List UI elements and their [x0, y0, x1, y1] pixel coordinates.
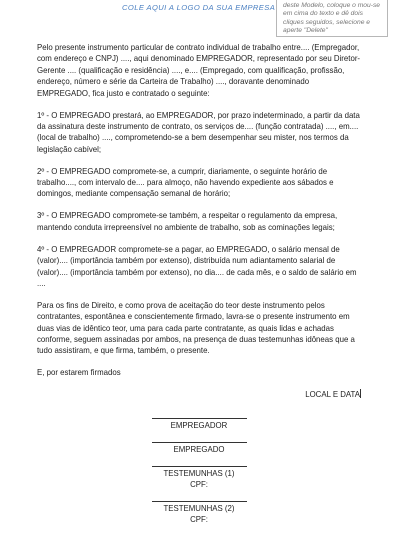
witness-2-cpf: CPF: — [190, 514, 208, 524]
local-date-text: LOCAL E DATA — [305, 390, 360, 400]
paragraph-clause-1: 1º - O EMPREGADO prestará, ao EMPREGADOR, por prazo indeterminado, a partir da data da assinatura deste instrumento de contrato, os serviços de.... (função contratada) ...., em.... (local de trabalho) ...., comprometendo-se a bem desempenhar seu mister, nos termos da legislação cabível; — [37, 110, 360, 154]
signature-line — [152, 501, 247, 502]
signature-line — [152, 442, 247, 443]
paragraph-signed: E, por estarem firmados — [37, 368, 121, 378]
witness-1-cpf: CPF: — [190, 479, 208, 489]
signature-witness-1 — [134, 466, 264, 490]
contract-body — [37, 42, 361, 536]
signature-label-employee: EMPREGADO — [173, 445, 225, 455]
paragraph-closing: Para os fins de Direito, e como prova de aceitação do teor deste instrumento pelos contratantes, espontânea e conscientemente firmado, lavra-se o presente instrumento em duas vias de idêntico teor, uma para cada parte contratante, as quais lidas e achadas conforme, seguem assinadas por ambos, na presença de duas testemunhas idôneas que a tudo assistiram, e que firma, também, o presente. — [37, 300, 355, 356]
paragraph-parties: Pelo presente instrumento particular de contrato individual de trabalho entre.... (Empregador, com endereço e CNPJ) ...., aqui denominado EMPREGADOR, representado por seu Diretor-Gerente .... (qualificação e residência) ...., e.... (Empregado, com qualificação, profissão, endereço, número e série da Carteira de Trabalho) ...., doravante denominado EMPREGADO, fica justo e contratado o seguinte: — [37, 43, 361, 98]
signature-label-witness-1: TESTEMUNHAS (1) — [163, 469, 235, 479]
signature-line — [152, 466, 247, 467]
paragraph-clause-4: 4º - O EMPREGADOR compromete-se a pagar, ao EMPREGADO, o salário mensal de (valor).... (importância também por extenso), distribuída num adiantamento salarial de (valor).... (importância também por extenso), no dia.... de cada mês, e o saldo de salário em .... — [37, 244, 357, 288]
signature-line — [152, 418, 247, 419]
signature-employee — [134, 442, 264, 455]
paragraph-clause-3: 3º - O EMPREGADO compromete-se também, a respeitar o regulamento da empresa, mantendo conduta irrepreensível no ambiente de trabalho, sob as cominações legais; — [37, 211, 338, 232]
signature-label-witness-2: TESTEMUNHAS (2) — [163, 504, 235, 514]
local-date-line[interactable] — [37, 389, 361, 400]
text-cursor — [360, 389, 361, 398]
signature-employer — [134, 418, 264, 431]
paragraph-clause-2: 2º - O EMPREGADO compromete-se, a cumprir, diariamente, o seguinte horário de trabalho...., com intervalo de.... para almoço, não havendo expediente aos sábados e domingos, mediante compensação semanal de horário; — [37, 166, 334, 199]
signature-label-employer: EMPREGADOR — [170, 420, 228, 430]
template-instructions-note: deste Modelo, coloque o mou-se em cima do texto e dê dois cliques seguidos, selecione e aperte "Delete" — [276, 0, 388, 37]
logo-placeholder[interactable]: COLE AQUI A LOGO DA SUA EMPRESA — [122, 3, 276, 12]
signature-witness-2 — [134, 501, 264, 525]
